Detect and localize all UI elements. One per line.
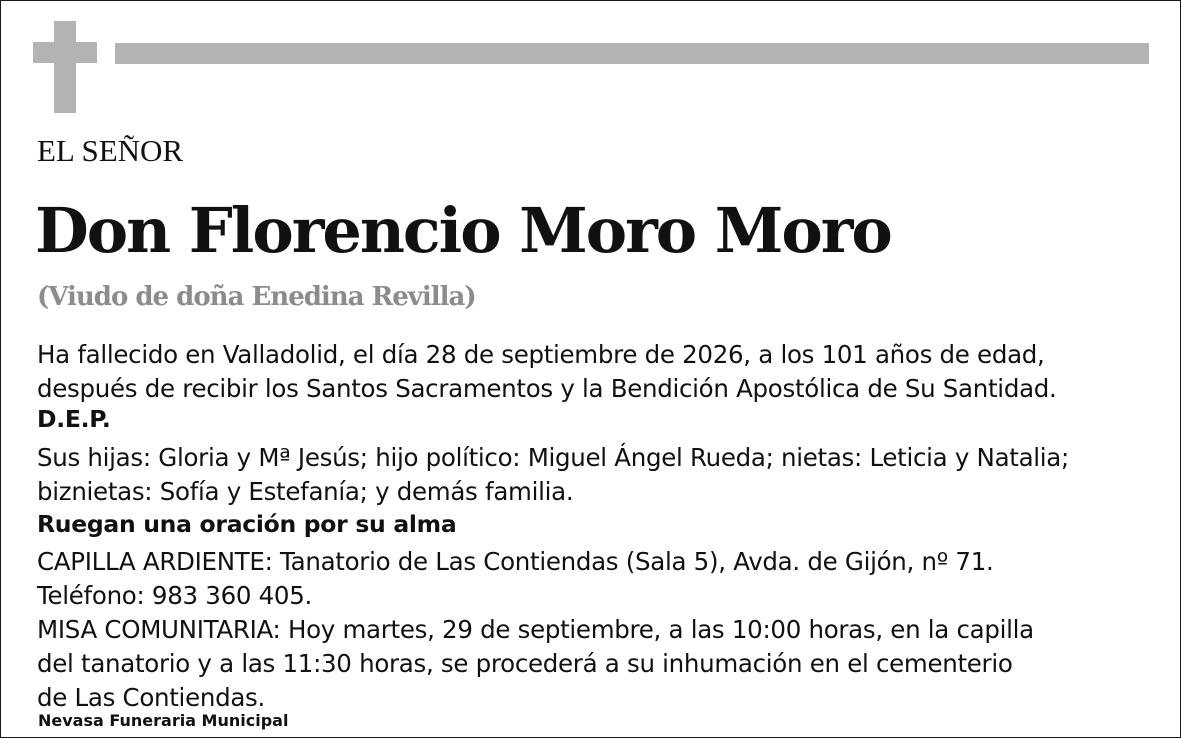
service-line: del tanatorio y a las 11:30 horas, se procederá a su inhumación en el cementerio xyxy=(37,649,1013,678)
death-announcement xyxy=(37,338,1157,406)
widow-note: (Viudo de doña Enedina Revilla) xyxy=(37,282,476,312)
salutation: EL SEÑOR xyxy=(37,133,184,168)
deceased-name: Don Florencio Moro Moro xyxy=(35,194,891,267)
dep-heading: D.E.P. xyxy=(37,405,111,433)
service-line: de Las Contiendas. xyxy=(37,683,265,712)
family-list xyxy=(37,441,1157,509)
prayer-request: Ruegan una oración por su alma xyxy=(37,510,457,538)
funeral-home: Nevasa Funeraria Municipal xyxy=(38,711,289,730)
service-line: CAPILLA ARDIENTE: Tanatorio de Las Contiendas (Sala 5), Avda. de Gijón, nº 71. xyxy=(37,547,994,576)
cross-horizontal-bar xyxy=(33,42,97,63)
family-line: biznietas: Sofía y Estefanía; y demás familia. xyxy=(37,477,574,506)
service-info xyxy=(37,545,1157,715)
service-line: MISA COMUNITARIA: Hoy martes, 29 de septiembre, a las 10:00 horas, en la capilla xyxy=(37,615,1034,644)
header-rule xyxy=(115,43,1149,64)
service-line: Teléfono: 983 360 405. xyxy=(37,581,312,610)
announcement-line: después de recibir los Santos Sacramentos y la Bendición Apostólica de Su Santidad. xyxy=(37,374,1057,403)
family-line: Sus hijas: Gloria y Mª Jesús; hijo político: Miguel Ángel Rueda; nietas: Leticia y Natalia; xyxy=(37,443,1069,472)
cross-vertical-bar xyxy=(54,21,76,113)
announcement-line: Ha fallecido en Valladolid, el día 28 de septiembre de 2026, a los 101 años de edad, xyxy=(37,340,1045,369)
